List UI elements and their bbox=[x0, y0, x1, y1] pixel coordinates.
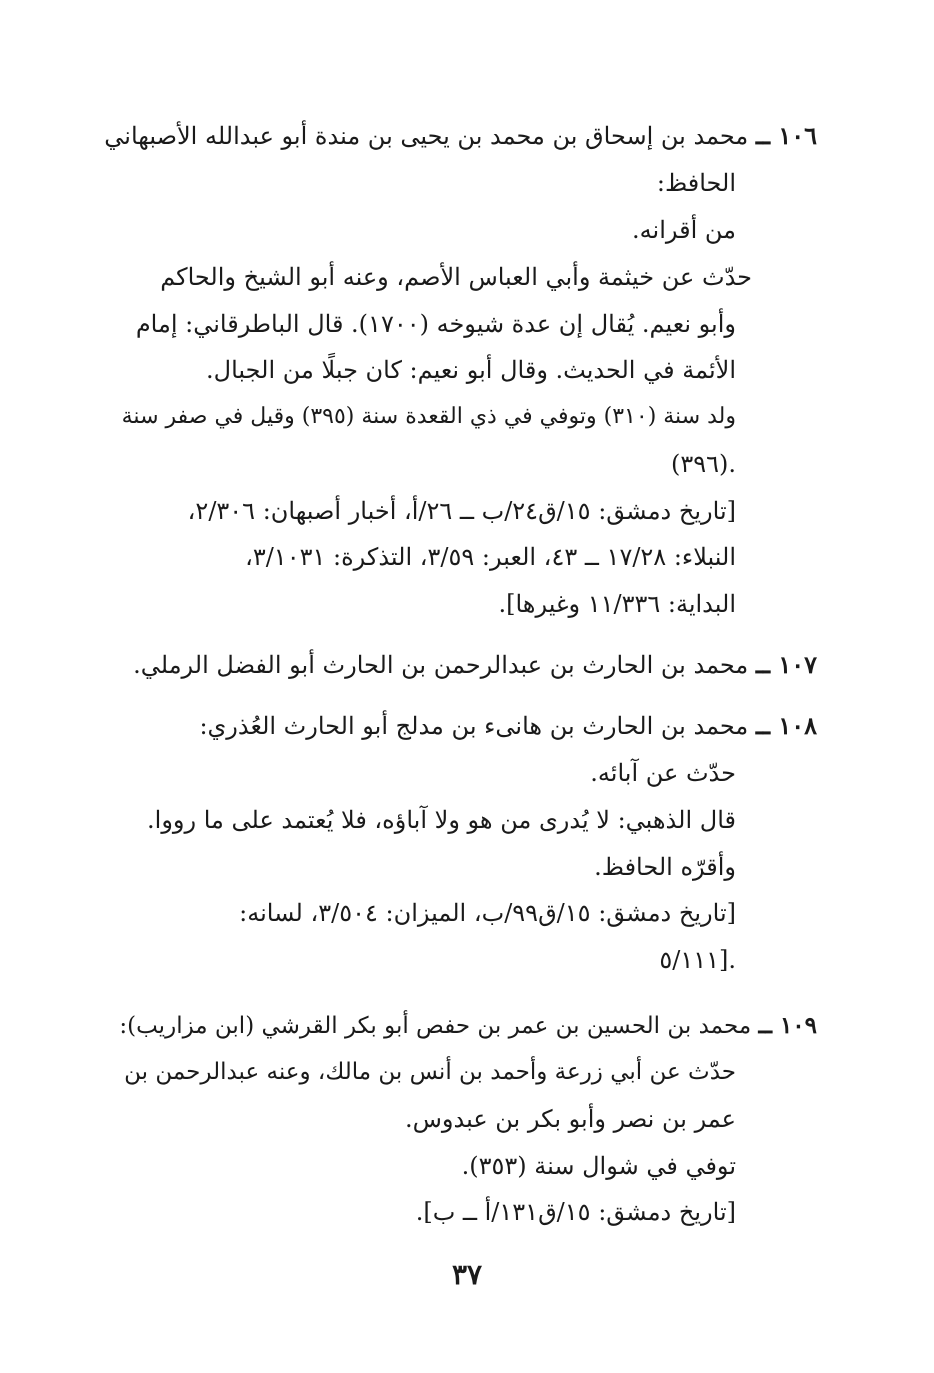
entry-text-line: الأئمة في الحديث. وقال أبو نعيم: كان جبلًا من الجبال. bbox=[206, 356, 736, 384]
entry-text-line: حدّث عن خيثمة وأبي العباس الأصم، وعنه أبو الشيخ والحاكم bbox=[160, 263, 752, 291]
entry-text-line: قال الذهبي: لا يُدرى من هو ولا آباؤه، فلا يُعتمد على ما رووا. bbox=[147, 806, 736, 834]
entry-text-line: وأقرّه الحافظ. bbox=[594, 853, 736, 881]
reference-line: ٥/١١١]. bbox=[659, 946, 736, 974]
entry-text-line: توفي في شوال سنة (٣٥٣). bbox=[461, 1152, 736, 1180]
reference-line: البداية: ١١/٣٣٦ وغيرها]. bbox=[498, 590, 736, 618]
reference-line: [تاريخ دمشق: ١٥/ق٩٩/ب، الميزان: ٣/٥٠٤، لسانه: bbox=[239, 899, 736, 927]
entry-text-line: وأبو نعيم. يُقال إن عدة شيوخه (١٧٠٠). قال الباطرقاني: إمام bbox=[135, 310, 736, 338]
entry-106-heading-line bbox=[104, 120, 817, 152]
reference-line: النبلاء: ١٧/٢٨ ــ ٤٣، العبر: ٣/٥٩، التذكرة: ٣/١٠٣١، bbox=[245, 543, 736, 571]
page-number: ٣٧ bbox=[451, 1258, 483, 1291]
entry-number: ١٠٩ ــ bbox=[758, 1012, 817, 1039]
entry-text-line: عمر بن نصر وأبو بكر بن عبدوس. bbox=[404, 1105, 736, 1133]
entry-heading: محمد بن الحارث بن هانىء بن مدلج أبو الحارث العُذري: bbox=[199, 712, 749, 740]
reference-line: [تاريخ دمشق: ١٥/ق١٣١/أ ــ ب]. bbox=[415, 1198, 736, 1226]
entry-heading: محمد بن الحارث بن عبدالرحمن بن الحارث أبو الفضل الرملي. bbox=[133, 651, 749, 679]
entry-number: ١٠٧ ــ bbox=[755, 650, 817, 679]
entry-108-heading-line bbox=[199, 710, 817, 742]
entry-text-line: من أقرانه. bbox=[632, 216, 736, 244]
entry-109-heading-line bbox=[119, 1010, 817, 1042]
entry-107-heading-line bbox=[133, 649, 817, 681]
entry-text-line: حدّث عن آبائه. bbox=[590, 759, 736, 787]
entry-heading: محمد بن الحسين بن عمر بن حفص أبو بكر القرشي (ابن مزاريب): bbox=[119, 1013, 752, 1039]
entry-heading: محمد بن إسحاق بن محمد بن يحيى بن مندة أبو عبدالله الأصبهاني bbox=[104, 122, 749, 150]
reference-line: [تاريخ دمشق: ١٥/ق٢٤/ب ــ ٢٦/أ، أخبار أصبهان: ٢/٣٠٦، bbox=[187, 497, 736, 525]
entry-number: ١٠٦ ــ bbox=[755, 121, 817, 150]
entry-text-line: الحافظ: bbox=[656, 169, 736, 197]
entry-text-line: (٣٩٦). bbox=[670, 450, 736, 478]
entry-text-line: ولد سنة (٣١٠) وتوفي في ذي القعدة سنة (٣٩٥) وقيل في صفر سنة bbox=[121, 404, 736, 429]
entry-number: ١٠٨ ــ bbox=[755, 711, 817, 740]
entry-text-line: حدّث عن أبي زرعة وأحمد بن أنس بن مالك، وعنه عبدالرحمن بن bbox=[124, 1059, 736, 1085]
